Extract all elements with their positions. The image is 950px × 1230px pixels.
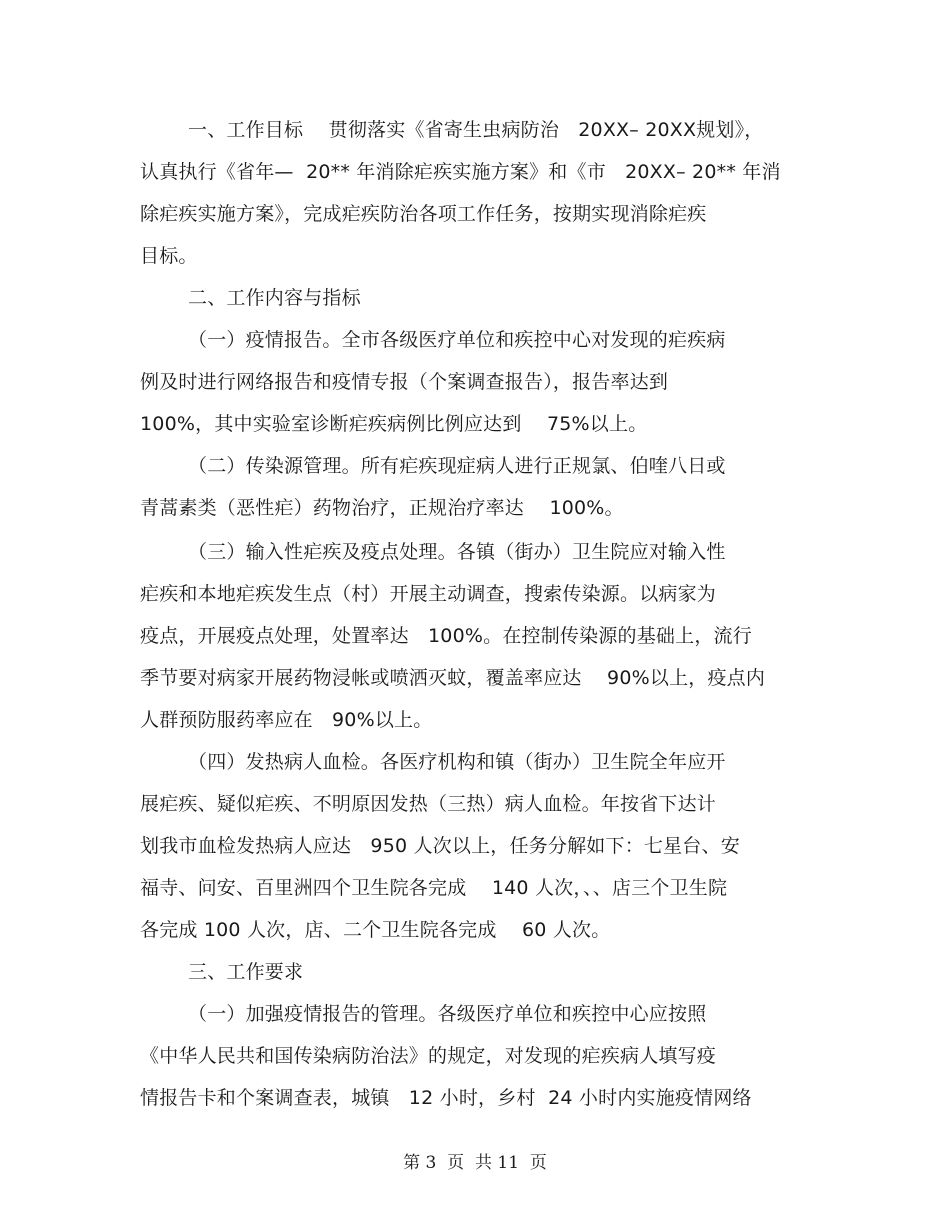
text-line: （二）传染源管理。所有疟疾现症病人进行正规氯、伯喹八日或 xyxy=(188,455,726,477)
section-heading: 二、工作内容与指标 xyxy=(188,287,361,309)
text-line: 认真执行《省年— 20** 年消除疟疾实施方案》和《市 20XX– 20** 年消 xyxy=(140,161,781,183)
text-line: 展疟疾、疑似疟疾、不明原因发热（三热）病人血检。年按省下达计 xyxy=(140,793,717,815)
text-line: 除疟疾实施方案》，完成疟疾防治各项工作任务，按期实现消除疟疾 xyxy=(140,203,707,225)
text-line: （一）疫情报告。全市各级医疗单位和疾控中心对发现的疟疾病 xyxy=(188,329,726,351)
text-line: 《中华人民共和国传染病防治法》的规定，对发现的疟疾病人填写疫 xyxy=(140,1045,717,1067)
text-line: 目标。 xyxy=(140,245,198,267)
text-line: 人群预防服药率应在 90%以上。 xyxy=(140,709,433,731)
section-heading: 三、工作要求 xyxy=(188,961,304,983)
text-line: 划我市血检发热病人应达 950 人次以上，任务分解如下：七星台、安 xyxy=(140,835,740,857)
text-line: （一）加强疫情报告的管理。各级医疗单位和疾控中心应按照 xyxy=(188,1003,707,1025)
text-line: 各完成 100 人次，店、二个卫生院各完成 60 人次。 xyxy=(140,919,611,941)
text-line: 情报告卡和个案调查表，城镇 12 小时，乡村 24 小时内实施疫情网络 xyxy=(140,1087,752,1109)
text-line: 青蒿素类（恶性疟）药物治疗，正规治疗率达 100%。 xyxy=(140,497,624,519)
text-line: （四）发热病人血检。各医疗机构和镇（街办）卫生院全年应开 xyxy=(188,751,726,773)
text-line: 疫点，开展疫点处理，处置率达 100%。在控制传染源的基础上，流行 xyxy=(140,625,752,647)
text-line: （三）输入性疟疾及疫点处理。各镇（街办）卫生院应对输入性 xyxy=(188,541,726,563)
text-line: 福寺、问安、百里洲四个卫生院各完成 140 人次，、、店三个卫生院 xyxy=(140,877,728,899)
text-line: 季节要对病家开展药物浸帐或喷洒灭蚊，覆盖率应达 90%以上，疫点内 xyxy=(140,667,766,689)
text-line: 疟疾和本地疟疾发生点（村）开展主动调查，搜索传染源。以病家为 xyxy=(140,583,717,605)
page-number-footer: 第 3 页 共 11 页 xyxy=(403,1153,547,1173)
text-line: 100%，其中实验室诊断疟疾病例比例应达到 75%以上。 xyxy=(140,413,648,435)
text-line: 例及时进行网络报告和疫情专报（个案调查报告），报告率达到 xyxy=(140,371,669,393)
text-line: 一、工作目标 贯彻落实《省寄生虫病防治 20XX– 20XX规划》， xyxy=(188,119,764,141)
